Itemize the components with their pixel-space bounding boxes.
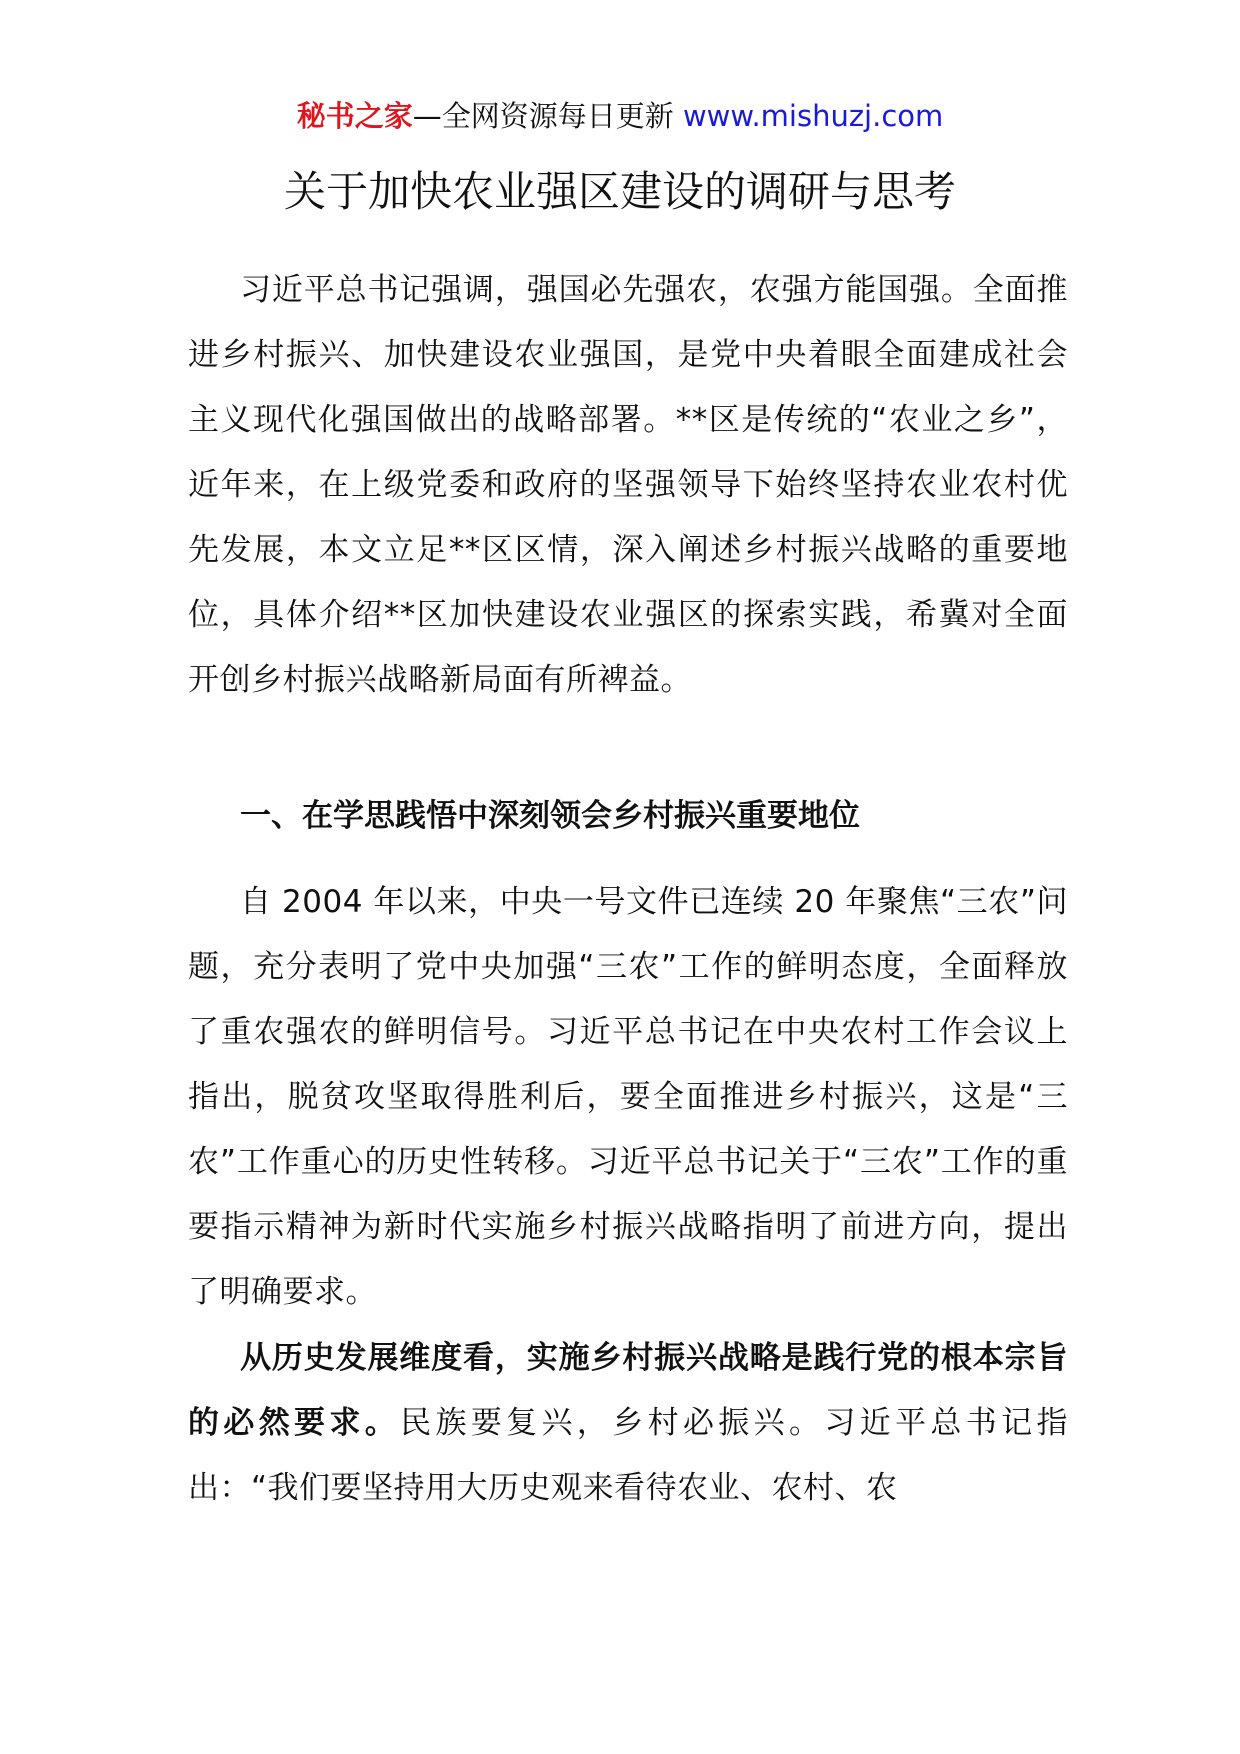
intro-paragraph: 习近平总书记强调，强国必先强农，农强方能国强。全面推进乡村振兴、加快建设农业强国，是党中央着眼全面建成社会主义现代化强国做出的战略部署。**区是传统的“农业之乡”，近年来，在上级党委和政府的坚强领导下始终坚持农业农村优先发展，本文立足**区区情，深入阐述乡村振兴战略的重要地位，具体介绍**区加快建设农业强区的探索实践，希冀对全面开创乡村振兴战略新局面有所裨益。 (188, 272, 1068, 698)
paragraph-rest-text: 民族要复兴，乡村必振兴。习近平总书记指出：“我们要坚持用大历史观来看待农业、农村、农 (188, 1405, 1068, 1506)
section-1-heading: 一、在学思践悟中深刻领会乡村振兴重要地位 (240, 798, 860, 834)
document-title: 关于加快农业强区建设的调研与思考 (283, 167, 956, 216)
site-url-link[interactable]: www.mishuzj.com (682, 99, 944, 133)
paragraph-lead-sentence: 从历史发展维度看，实施乡村振兴战略是践行党的根本宗旨的必然要求。 (188, 1340, 1068, 1441)
section-1-paragraph-1: 自 2004 年以来，中央一号文件已连续 20 年聚焦“三农”问题，充分表明了党中央加强“三农”工作的鲜明态度，全面释放了重农强农的鲜明信号。习近平总书记在中央农村工作会议上指出，脱贫攻坚取得胜利后，要全面推进乡村振兴，这是“三农”工作重心的历史性转移。习近平总书记关于“三农”工作的重要指示精神为新时代实施乡村振兴战略指明了前进方向，提出了明确要求。 (188, 884, 1068, 1310)
site-header (0, 96, 1240, 136)
section-1-paragraph-2 (188, 1326, 1068, 1521)
site-brand: 秘书之家 (296, 99, 413, 133)
site-tagline: —全网资源每日更新 (412, 99, 674, 133)
